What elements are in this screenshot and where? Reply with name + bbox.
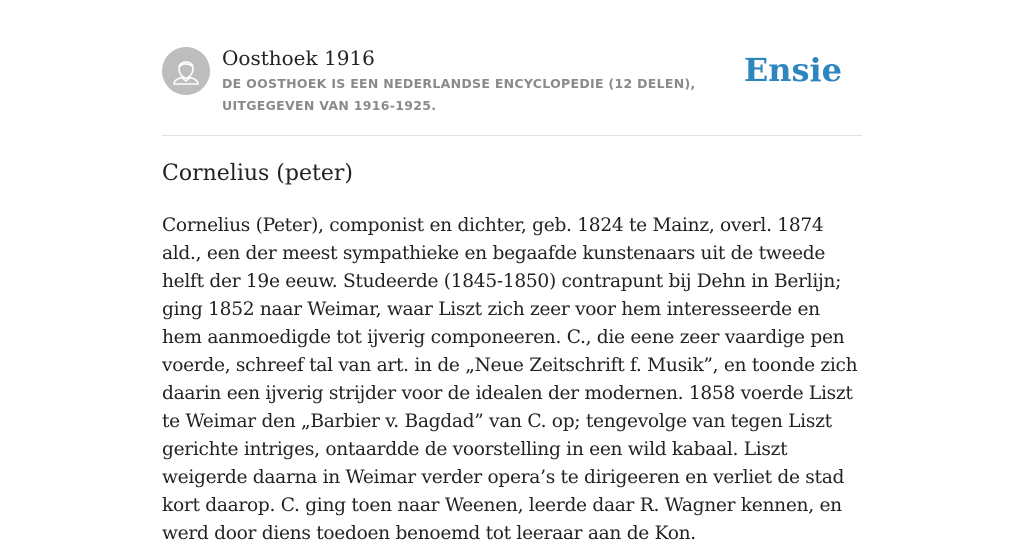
source-header [162, 46, 862, 116]
entry-body: Cornelius (Peter), componist en dichter, geb. 1824 te Mainz, overl. 1874 ald., een der meest sympathieke en begaafde kunstenaars uit de tweede helft der 19e eeuw. Studeerde (1845-1850) contrapunt bij Dehn in Berlijn; ging 1852 naar Weimar, waar Liszt zich zeer voor hem interesseerde en hem aanmoedigde tot ijverig componeeren. C., die eene zeer vaardige pen voerde, schreef tal van art. in de „Neue Zeitschrift f. Musik”, en toonde zich daarin een ijverig strijder voor de idealen der modernen. 1858 voerde Liszt te Weimar den „Barbier v. Bagdad” van C. op; tengevolge van tegen Liszt gerichte intriges, ontaardde de voorstelling in een wild kabaal. Liszt weigerde daarna in Weimar verder opera’s te dirigeeren en verliet de stad kort daarop. C. ging toen naar Weenen, leerde daar R. Wagner kennen, en werd door diens toedoen benoemd tot leeraar aan de Kon. [162, 215, 858, 544]
brand-logo[interactable]: Ensie [743, 51, 842, 89]
divider [162, 135, 862, 136]
source-description: DE OOSTHOEK IS EEN NEDERLANDSE ENCYCLOPEDIE (12 DELEN), UITGEGEVEN VAN 1916-1925. [222, 76, 696, 113]
avatar[interactable] [162, 47, 210, 95]
entry-title: Cornelius (peter) [162, 161, 353, 186]
user-icon [162, 47, 210, 95]
source-title[interactable]: Oosthoek 1916 [222, 46, 375, 70]
